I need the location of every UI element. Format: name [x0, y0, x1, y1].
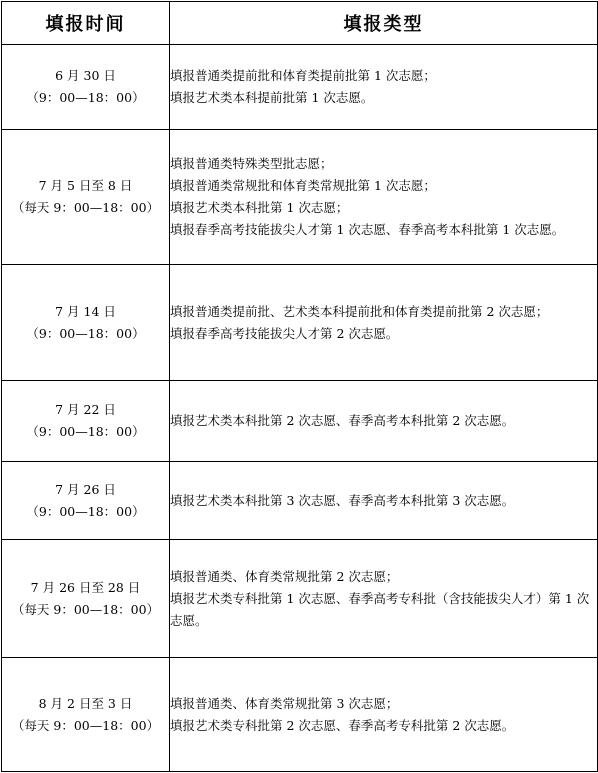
type-cell: [170, 462, 598, 540]
header-type: 填报类型: [170, 2, 598, 45]
type-cell: [170, 540, 598, 658]
date-text: 7 月 26 日至 28 日: [30, 579, 141, 595]
date-text: 7 月 5 日至 8 日: [38, 178, 133, 193]
type-item: 填报普通类提前批、艺术类本科提前批和体育类提前批第 2 次志愿；: [170, 303, 549, 319]
time-cell: [2, 265, 170, 381]
hours-text: （每天 9：00—18：00）: [11, 717, 160, 733]
type-item: 填报普通类特殊类型批志愿；: [170, 156, 333, 171]
time-cell: [2, 45, 170, 130]
type-cell: [170, 658, 598, 772]
header-row: [2, 2, 598, 45]
type-cell: [170, 45, 598, 130]
type-item: 填报艺术类专科批第 1 次志愿、春季高考专科批（含技能拔尖人才）第 1 次志愿。: [170, 590, 590, 628]
table-row: [2, 45, 598, 130]
type-cell: [170, 265, 598, 381]
type-cell: [170, 381, 598, 462]
table-row: [2, 265, 598, 381]
date-text: 6 月 30 日: [55, 68, 116, 83]
header-time: 填报时间: [2, 2, 170, 45]
time-cell: [2, 130, 170, 265]
hours-text: （9：00—18：00）: [26, 424, 145, 439]
type-item: 填报普通类、体育类常规批第 3 次志愿；: [170, 695, 399, 711]
type-item: 填报艺术类本科提前批第 1 次志愿。: [170, 90, 374, 105]
type-item: 填报普通类提前批和体育类提前批第 1 次志愿；: [170, 68, 436, 83]
time-cell: [2, 381, 170, 462]
time-cell: [2, 658, 170, 772]
type-item: 填报春季高考技能拔尖人才第 2 次志愿。: [170, 325, 399, 341]
time-cell: [2, 540, 170, 658]
date-text: 7 月 26 日: [55, 481, 116, 497]
type-item: 填报艺术类本科批第 3 次志愿、春季高考本科批第 3 次志愿。: [170, 492, 515, 508]
date-text: 7 月 14 日: [55, 303, 116, 319]
hours-text: （每天 9：00—18：00）: [11, 601, 160, 617]
table-row: [2, 130, 598, 265]
hours-text: （每天 9：00—18：00）: [11, 200, 160, 215]
table-row: [2, 658, 598, 772]
hours-text: （9：00—18：00）: [26, 503, 145, 519]
schedule-table: [1, 1, 598, 772]
type-item: 填报春季高考技能拔尖人才第 1 次志愿、春季高考本科批第 1 次志愿。: [170, 222, 565, 237]
type-item: 填报艺术类专科批第 2 次志愿、春季高考专科批第 2 次志愿。: [170, 717, 515, 733]
hours-text: （9：00—18：00）: [26, 325, 145, 341]
table-row: [2, 540, 598, 658]
type-item: 填报普通类常规批和体育类常规批第 1 次志愿；: [170, 178, 436, 193]
time-cell: [2, 462, 170, 540]
type-cell: [170, 130, 598, 265]
table-row: [2, 462, 598, 540]
hours-text: （9：00—18：00）: [26, 90, 145, 105]
type-item: 填报艺术类本科批第 1 次志愿；: [170, 200, 349, 215]
date-text: 8 月 2 日至 3 日: [38, 695, 133, 711]
date-text: 7 月 22 日: [55, 402, 116, 417]
type-item: 填报普通类、体育类常规批第 2 次志愿；: [170, 568, 399, 584]
table-row: [2, 381, 598, 462]
type-item: 填报艺术类本科批第 2 次志愿、春季高考本科批第 2 次志愿。: [170, 413, 515, 428]
